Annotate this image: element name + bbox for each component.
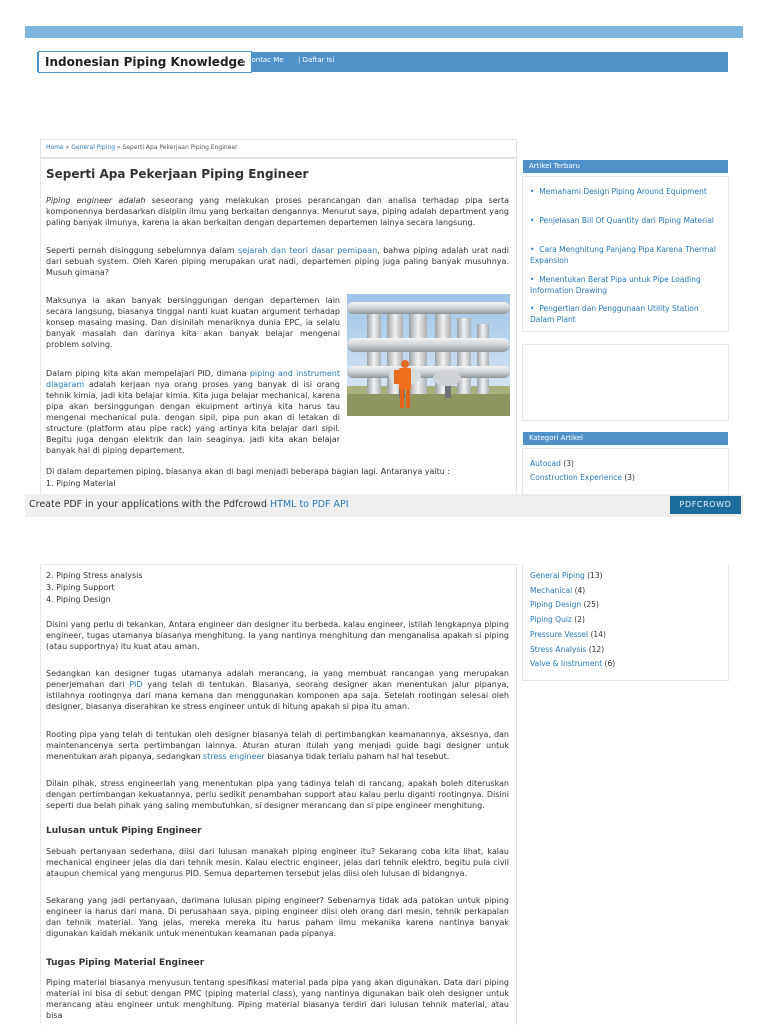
- list-item: 1. Piping Material: [46, 479, 116, 488]
- article-paragraph: Piping material biasanya menyusun tentang spesifikasi material pada pipa yang akan digunakan. Data dari piping material ini bisa di sebut dengan PMC (piping material class), yang nantinya digunakan baik oleh designer untuk merancang atau engineer untuk menghitung. Piping material biasanya terdiri dari lulusan tehnik material, atau bisa: [46, 978, 509, 1020]
- nav-contact-me[interactable]: | Contac Me: [242, 56, 284, 64]
- category-item[interactable]: Stress Analysis (12): [530, 645, 605, 654]
- sidebar-heading-recent: Artikel Terbaru: [523, 160, 728, 173]
- recent-post-item[interactable]: • Memahami Design Piping Around Equipment: [530, 187, 707, 196]
- breadcrumb-separator: »: [63, 144, 72, 151]
- breadcrumb-home[interactable]: Home: [46, 144, 64, 151]
- category-item[interactable]: Construction Experience (3): [530, 473, 635, 482]
- pdfcrowd-button[interactable]: PDFCROWD: [670, 496, 741, 514]
- categories-box: [522, 448, 729, 496]
- link-piping-instrument-diagram[interactable]: piping and instrument diagaram: [46, 369, 340, 389]
- link-stress-engineer[interactable]: stress engineer: [203, 752, 265, 761]
- article-paragraph: Rooting pipa yang telah di tentukan oleh designer biasanya telah di pertimbangkan keamanannya, aksesnya, dan maintenancenya serta pertimbangan lainnya. Aturan aturan itulah yang menjadi guide bagi designer untuk menentukan arah pipanya, sedangkan stress engineer biasanya tidak terlalu paham hal hal tesebut.: [46, 730, 509, 761]
- breadcrumb-separator: »: [115, 144, 123, 151]
- breadcrumb-category[interactable]: General Piping: [71, 144, 116, 151]
- article-paragraph: Seperti pernah disinggung sebelumnya dalam sejarah dan teori dasar pemipaan, bahwa piping adalah urat nadi dari sebuah system. Oleh Karen piping merupakan urat nadi, departemen piping juga paling banyak musuhnya. Musuh gimana?: [46, 246, 509, 277]
- recent-post-item[interactable]: • Cara Menghitung Panjang Pipa Karena Thermal Expansion: [530, 245, 716, 265]
- recent-post-item[interactable]: • Penjelasan Bill Of Quantity dari Piping Material: [530, 216, 714, 225]
- category-item[interactable]: Piping Quiz (2): [530, 615, 585, 624]
- sidebar-empty-widget: [522, 344, 729, 421]
- sidebar-heading-categories: Kategori Artikel: [523, 432, 728, 445]
- article-paragraph: Maksunya ia akan banyak bersinggungan dengan departemen lain secara langsung, biasanya tinggal nanti kuat kuatan argument terhadap konsep masaing masing. Dan disinilah menariknya dunia EPC, ia selalu banyak masalah dan darinya kita akan banyak belajar mengenai problem solving.: [46, 296, 340, 349]
- breadcrumb-current: Seperti Apa Pekerjaan Piping Engineer: [122, 144, 238, 151]
- recent-post-item[interactable]: • Menentukan Berat Pipa untuk Pipe Loading Information Drawing: [530, 275, 701, 295]
- site-title[interactable]: Indonesian Piping Knowledge: [38, 51, 252, 73]
- nav-daftar-isi[interactable]: | Daftar Isi: [298, 56, 335, 64]
- article-paragraph: Dalam piping kita akan mempelajari PID, dimana piping and instrument diagaram adalah kerjaan nya orang proses yang banyak di isi orang tehnik kimia, jadi kita belajar kimia. Kita juga belajar mechanical, karena pipa akan bersinggungan dengan ekuipment artinya kita harus tau mengenai mechanical pula. dengan sipil, pipa pun akan di letakan di structure (platform atau pipe rack) yang artinya kita belajar dari sipil. Begitu juga dengan elektrik dan lain seaginya. jadi kita akan belajar banyak hal di piping departement.: [46, 369, 340, 455]
- category-item[interactable]: Mechanical (4): [530, 586, 586, 595]
- article-paragraph: Dilain pihak, stress engineerlah yang menentukan pipa yang tadinya telah di rancang, apakah boleh diteruskan dengan pertimbangan kekuatannya, perlu sedikit penambahan support atau kalau perlu diganti rootingnya. Disini seperti dua belah pihak yang saling membutuhkan, si designer merancang dan si pipe engineer menghitung.: [46, 779, 509, 810]
- italic-lead: Piping engineer adalah: [46, 196, 146, 205]
- category-item[interactable]: Pressure Vessel (14): [530, 630, 606, 639]
- section-heading: Tugas Piping Material Engineer: [46, 958, 205, 968]
- article-paragraph: Di dalam departemen piping, biasanya akan di bagi menjadi beberapa bagian lagi. Antaranya yaitu :: [46, 467, 451, 476]
- breadcrumb: [46, 144, 238, 151]
- top-banner-strip: [25, 26, 743, 38]
- category-item[interactable]: Piping Design (25): [530, 600, 599, 609]
- list-item: 3. Piping Support: [46, 583, 115, 592]
- category-item[interactable]: Valve & Instrument (6): [530, 659, 616, 668]
- article-paragraph: Disini yang perlu di tekankan, Antara engineer dan designer itu berbeda. kalau engineer, istilah lengkapnya piping engineer, tugas utamanya biasanya menghitung. Ia yang nantinya menghitung dan menganalisa apakah si piping (atau supportnya) itu kuat atau aman.: [46, 620, 509, 651]
- recent-post-item[interactable]: • Pengertian dan Penggunaan Utility Station Dalam Plant: [530, 304, 699, 324]
- article-title: Seperti Apa Pekerjaan Piping Engineer: [46, 167, 309, 181]
- list-item: 2. Piping Stress analysis: [46, 571, 143, 580]
- category-item[interactable]: General Piping (13): [530, 571, 603, 580]
- article-paragraph: Piping engineer adalah seseorang yang melakukan proses perancangan dan analisa terhadap pipa serta komponennya berdasarkan disiplin ilmu yang berkaitan dengannya. Menurut saya, piping adalah department yang paling banyak ilmunya, karena ia akan berkaitan dengan departemen departemen lainya secara langsung.: [46, 196, 510, 227]
- pipeline-worker-photo: [347, 294, 510, 416]
- link-sejarah-pemipaan[interactable]: sejarah dan teori dasar pemipaan: [238, 246, 378, 255]
- section-heading: Lulusan untuk Piping Engineer: [46, 826, 202, 836]
- list-item: 4. Piping Design: [46, 595, 111, 604]
- category-item[interactable]: Autocad (3): [530, 459, 574, 468]
- link-pid[interactable]: PID: [129, 680, 143, 689]
- article-paragraph: Sebuah pertanyaan sederhana, diisi dari lulusan manakah piping engineer itu? Sekarang coba kita lihat, kalau mechanical engineer jelas dia dari tehnik mesin. Kalau electric engineer, jelas dari tehnik elektro, begitu pula civil ataupun chemical yang mengurus PID. Semua departemen tersebut jelas diisi oleh lulusan di bidangnya.: [46, 847, 509, 878]
- article-paragraph: Sedangkan kan designer tugas utamanya adalah merancang, ia yang membuat rancangan yang merupakan penerjemahan dari PID yang telah di tentukan. Biasanya, seorang designer akan menentukan jalur pipanya, istilahnya rootingnya dari mana kemana dan menggunakan komponen apa saja. Setelah rootingan selesai oleh designer, biasanya diserahkan ke stress engineer untuk di hitung apakah si pipa itu aman.: [46, 669, 509, 711]
- pdfcrowd-text: Create PDF in your applications with the Pdfcrowd HTML to PDF API: [29, 499, 349, 510]
- pdfcrowd-link[interactable]: HTML to PDF API: [270, 499, 349, 510]
- article-paragraph: Sekarang yang jadi pertanyaan, darimana lulusan piping engineer? Sebenarnya tidak ada patokan untuk piping engineer ia harus dari mana. Di perusahaan saya, piping engineer diisi oleh orang dari mesin, tehnik perkapalan dan tehnik material. Yang jelas, mereka mereka itu harus paham ilmu mekanika karena nantinya banyak digunakan kaidah mekanik untuk menentukan keamanan pada pipanya.: [46, 896, 509, 938]
